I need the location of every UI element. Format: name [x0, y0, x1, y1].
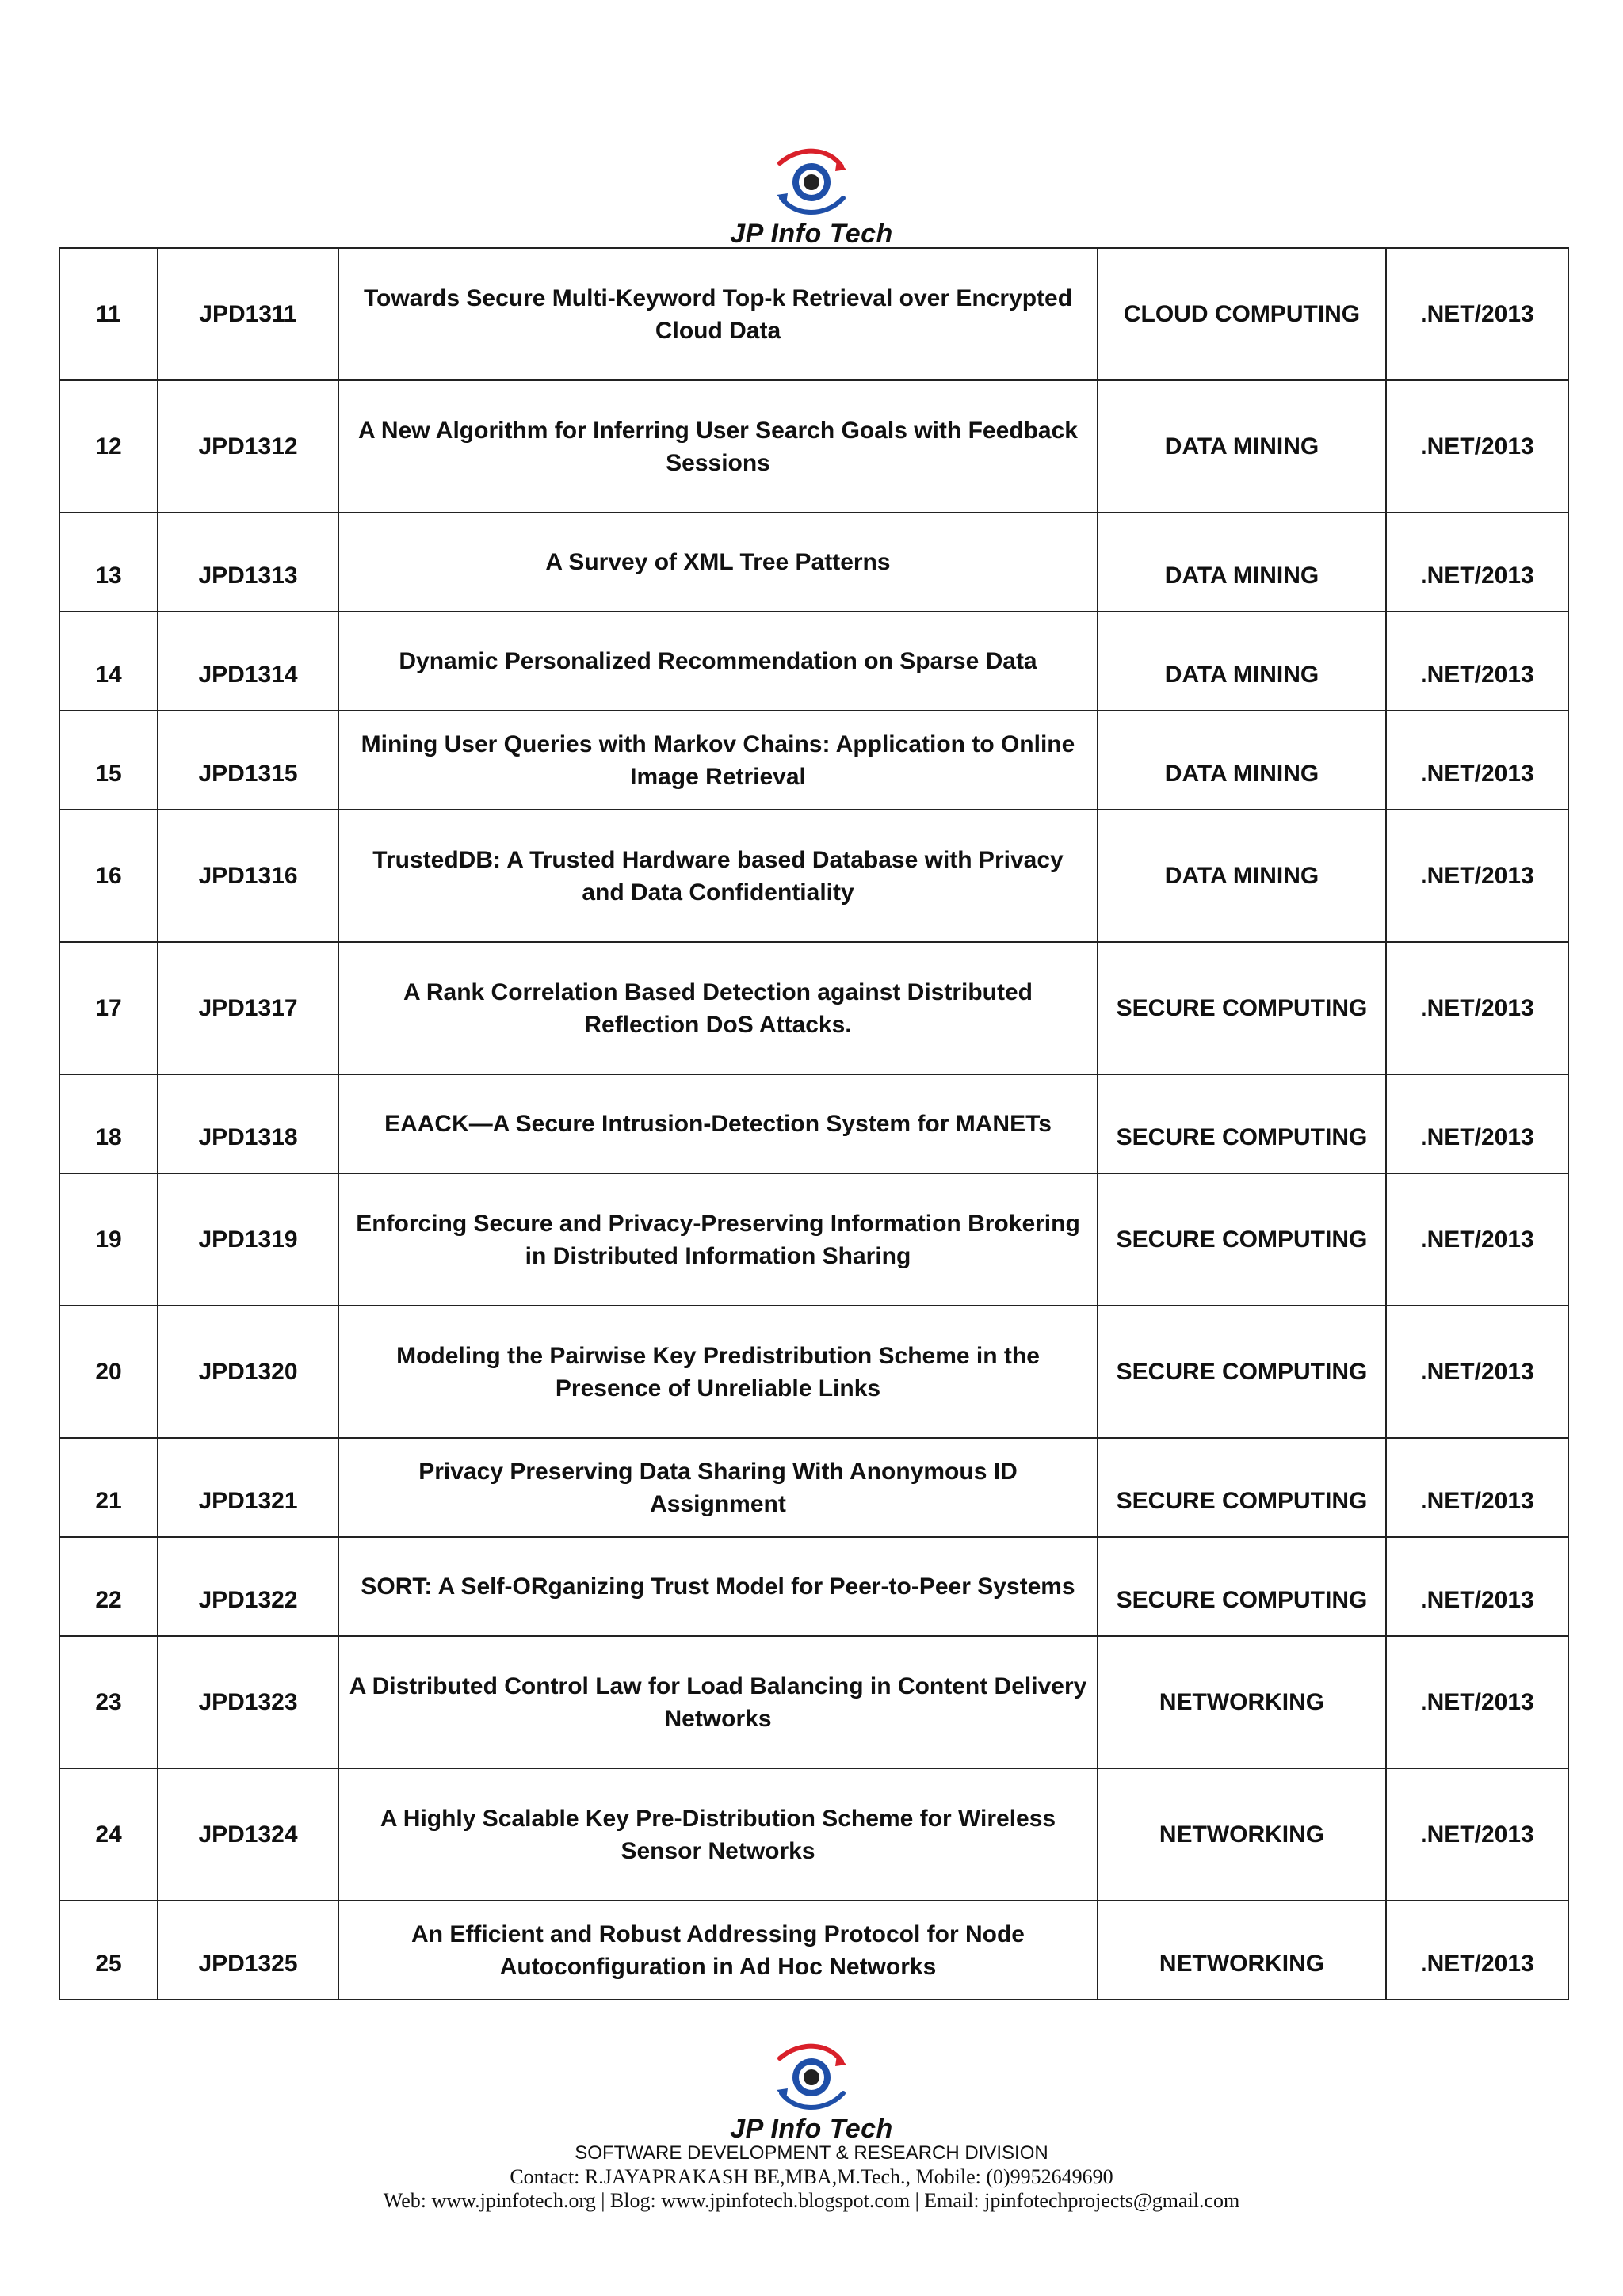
project-code: JPD1312	[158, 380, 338, 513]
footer-division: SOFTWARE DEVELOPMENT & RESEARCH DIVISION	[575, 2142, 1048, 2164]
project-title: SORT: A Self-ORganizing Trust Model for Peer-to-Peer Systems	[338, 1537, 1098, 1636]
project-title: Privacy Preserving Data Sharing With Anonymous ID Assignment	[338, 1438, 1098, 1537]
project-domain: DATA MINING	[1098, 711, 1386, 810]
serial-number: 18	[59, 1074, 158, 1173]
project-domain: SECURE COMPUTING	[1098, 942, 1386, 1074]
serial-number: 11	[59, 248, 158, 380]
project-title: Dynamic Personalized Recommendation on Sparse Data	[338, 612, 1098, 711]
footer	[0, 2142, 1623, 2213]
project-domain: DATA MINING	[1098, 513, 1386, 612]
table-row	[59, 711, 1568, 810]
project-title: A Survey of XML Tree Patterns	[338, 513, 1098, 612]
table-row	[59, 1768, 1568, 1901]
project-domain: NETWORKING	[1098, 1768, 1386, 1901]
project-technology: .NET/2013	[1386, 1074, 1568, 1173]
project-code: JPD1320	[158, 1306, 338, 1438]
table-row	[59, 380, 1568, 513]
serial-number: 15	[59, 711, 158, 810]
serial-number: 22	[59, 1537, 158, 1636]
jp-info-tech-logo-icon	[756, 2038, 867, 2117]
project-title: An Efficient and Robust Addressing Protocol for Node Autoconfiguration in Ad Hoc Networks	[338, 1901, 1098, 2000]
serial-number: 23	[59, 1636, 158, 1768]
project-domain: DATA MINING	[1098, 380, 1386, 513]
project-domain: SECURE COMPUTING	[1098, 1537, 1386, 1636]
serial-number: 17	[59, 942, 158, 1074]
project-technology: .NET/2013	[1386, 1768, 1568, 1901]
serial-number: 25	[59, 1901, 158, 2000]
header-brand-name: JP Info Tech	[730, 219, 893, 249]
table-row	[59, 1537, 1568, 1636]
project-technology: .NET/2013	[1386, 248, 1568, 380]
project-domain: SECURE COMPUTING	[1098, 1173, 1386, 1306]
serial-number: 16	[59, 810, 158, 942]
project-title: A Rank Correlation Based Detection against Distributed Reflection DoS Attacks.	[338, 942, 1098, 1074]
project-domain: CLOUD COMPUTING	[1098, 248, 1386, 380]
project-code: JPD1311	[158, 248, 338, 380]
table-row	[59, 1636, 1568, 1768]
project-title: Modeling the Pairwise Key Predistribution Scheme in the Presence of Unreliable Links	[338, 1306, 1098, 1438]
serial-number: 14	[59, 612, 158, 711]
project-technology: .NET/2013	[1386, 810, 1568, 942]
project-code: JPD1318	[158, 1074, 338, 1173]
serial-number: 13	[59, 513, 158, 612]
project-title: EAACK—A Secure Intrusion-Detection System for MANETs	[338, 1074, 1098, 1173]
project-title: A Distributed Control Law for Load Balancing in Content Delivery Networks	[338, 1636, 1098, 1768]
project-domain: DATA MINING	[1098, 810, 1386, 942]
footer-logo	[669, 2038, 954, 2145]
project-technology: .NET/2013	[1386, 1636, 1568, 1768]
project-code: JPD1324	[158, 1768, 338, 1901]
project-title: Towards Secure Multi-Keyword Top-k Retrieval over Encrypted Cloud Data	[338, 248, 1098, 380]
project-code: JPD1325	[158, 1901, 338, 2000]
project-technology: .NET/2013	[1386, 1901, 1568, 2000]
project-domain: SECURE COMPUTING	[1098, 1438, 1386, 1537]
table-row	[59, 1074, 1568, 1173]
footer-contact: Contact: R.JAYAPRAKASH BE,MBA,M.Tech., Mobile: (0)9952649690	[510, 2165, 1113, 2188]
project-title: TrustedDB: A Trusted Hardware based Database with Privacy and Data Confidentiality	[338, 810, 1098, 942]
table-row	[59, 1901, 1568, 2000]
project-technology: .NET/2013	[1386, 1438, 1568, 1537]
footer-web: Web: www.jpinfotech.org | Blog: www.jpinfotech.blogspot.com | Email: jpinfotechprojects@gmail.com	[383, 2189, 1240, 2212]
footer-brand-name: JP Info Tech	[730, 2114, 893, 2144]
project-code: JPD1316	[158, 810, 338, 942]
project-domain: NETWORKING	[1098, 1901, 1386, 2000]
table-row	[59, 942, 1568, 1074]
table-row	[59, 810, 1568, 942]
project-technology: .NET/2013	[1386, 513, 1568, 612]
serial-number: 24	[59, 1768, 158, 1901]
project-code: JPD1322	[158, 1537, 338, 1636]
table-row	[59, 612, 1568, 711]
project-domain: SECURE COMPUTING	[1098, 1074, 1386, 1173]
project-code: JPD1315	[158, 711, 338, 810]
project-title: A New Algorithm for Inferring User Search Goals with Feedback Sessions	[338, 380, 1098, 513]
serial-number: 20	[59, 1306, 158, 1438]
project-title: A Highly Scalable Key Pre-Distribution Scheme for Wireless Sensor Networks	[338, 1768, 1098, 1901]
serial-number: 19	[59, 1173, 158, 1306]
projects-table	[59, 247, 1569, 2000]
table-row	[59, 1438, 1568, 1537]
project-code: JPD1319	[158, 1173, 338, 1306]
jp-info-tech-logo-icon	[756, 143, 867, 222]
project-domain: SECURE COMPUTING	[1098, 1306, 1386, 1438]
project-code: JPD1313	[158, 513, 338, 612]
serial-number: 21	[59, 1438, 158, 1537]
project-code: JPD1317	[158, 942, 338, 1074]
project-technology: .NET/2013	[1386, 711, 1568, 810]
table-row	[59, 1173, 1568, 1306]
project-code: JPD1323	[158, 1636, 338, 1768]
project-domain: NETWORKING	[1098, 1636, 1386, 1768]
project-code: JPD1314	[158, 612, 338, 711]
serial-number: 12	[59, 380, 158, 513]
table-row	[59, 1306, 1568, 1438]
project-technology: .NET/2013	[1386, 1306, 1568, 1438]
project-technology: .NET/2013	[1386, 1537, 1568, 1636]
project-title: Mining User Queries with Markov Chains: Application to Online Image Retrieval	[338, 711, 1098, 810]
project-title: Enforcing Secure and Privacy-Preserving Information Brokering in Distributed Information Sharing	[338, 1173, 1098, 1306]
project-technology: .NET/2013	[1386, 380, 1568, 513]
project-domain: DATA MINING	[1098, 612, 1386, 711]
project-technology: .NET/2013	[1386, 942, 1568, 1074]
table-row	[59, 513, 1568, 612]
header-logo	[669, 143, 954, 250]
project-technology: .NET/2013	[1386, 612, 1568, 711]
project-code: JPD1321	[158, 1438, 338, 1537]
project-technology: .NET/2013	[1386, 1173, 1568, 1306]
table-row	[59, 248, 1568, 380]
